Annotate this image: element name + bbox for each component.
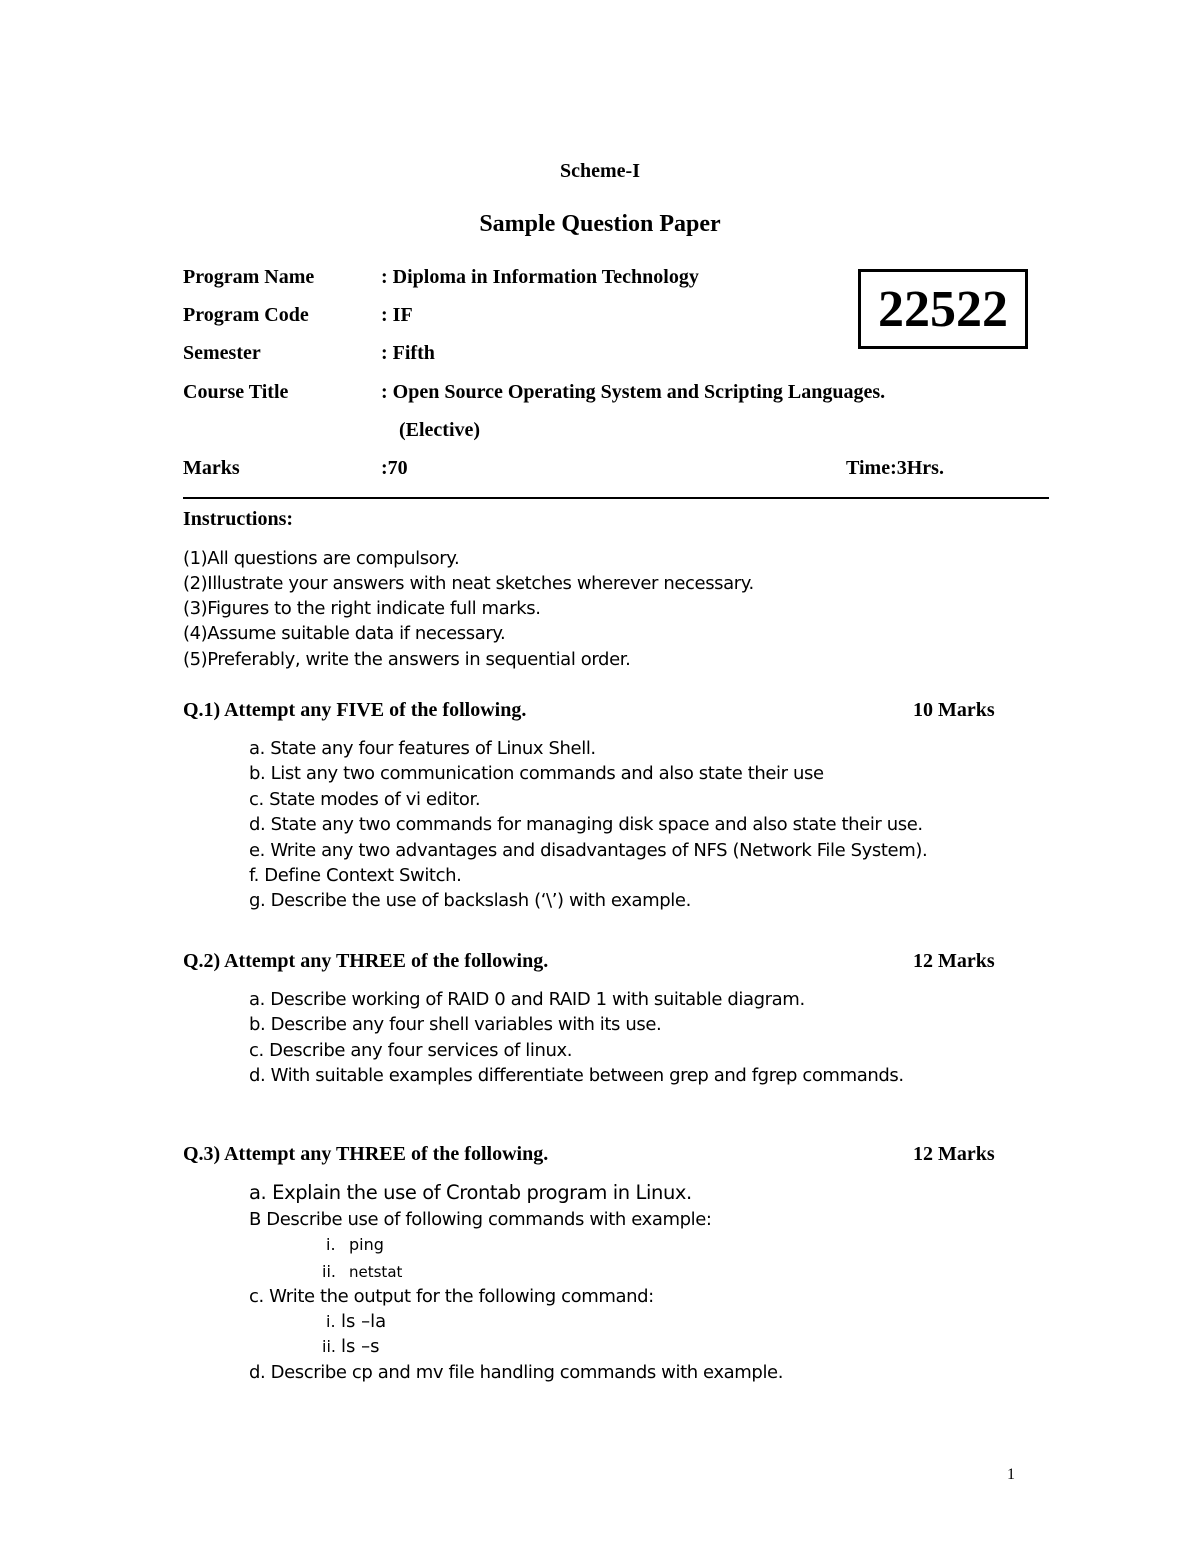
instruction-item: (1)All questions are compulsory. [183, 548, 460, 569]
meta-label-course-title: Course Title [183, 381, 289, 403]
question-3-item: d. Describe cp and mv file handling commands with example. [249, 1362, 784, 1383]
meta-label-program-name: Program Name [183, 266, 315, 288]
meta-value-course-title: : Open Source Operating System and Scripting Languages. [381, 381, 886, 403]
instruction-item: (3)Figures to the right indicate full marks. [183, 598, 541, 619]
question-1-item: e. Write any two advantages and disadvantages of NFS (Network File System). [249, 840, 928, 861]
meta-label-marks: Marks [183, 457, 240, 479]
meta-value-program-code: : IF [381, 304, 413, 326]
meta-label-semester: Semester [183, 342, 261, 364]
meta-value-marks: :70 [381, 457, 408, 479]
question-2-item: c. Describe any four services of linux. [249, 1040, 573, 1061]
meta-label-program-code: Program Code [183, 304, 309, 326]
instruction-item: (5)Preferably, write the answers in sequential order. [183, 649, 631, 670]
meta-value-semester: : Fifth [381, 342, 435, 364]
question-3-subitem: netstat [349, 1263, 403, 1281]
course-code-box [858, 269, 1028, 349]
meta-value-program-name: : Diploma in Information Technology [381, 266, 699, 288]
question-2-item: a. Describe working of RAID 0 and RAID 1 with suitable diagram. [249, 989, 805, 1010]
instruction-item: (4)Assume suitable data if necessary. [183, 623, 506, 644]
question-1-item: c. State modes of vi editor. [249, 789, 481, 810]
instruction-item: (2)Illustrate your answers with neat sketches wherever necessary. [183, 573, 754, 594]
question-1-item: d. State any two commands for managing disk space and also state their use. [249, 814, 923, 835]
question-3-subitem-marker: i. [326, 1312, 336, 1331]
question-3-subitem: ls –la [341, 1311, 387, 1332]
meta-value-elective: (Elective) [399, 419, 481, 441]
question-1-item: a. State any four features of Linux Shell. [249, 738, 596, 759]
header-divider [183, 497, 1049, 499]
question-2-item: b. Describe any four shell variables with its use. [249, 1014, 662, 1035]
question-1-item: f. Define Context Switch. [249, 865, 462, 886]
question-1-marks: 10 Marks [913, 699, 995, 721]
question-2-heading: Q.2) Attempt any THREE of the following. [183, 950, 549, 972]
scheme-label: Scheme-I [560, 160, 640, 182]
question-3-subitem-marker: ii. [322, 1262, 336, 1281]
question-3-subitem: ls –s [341, 1336, 380, 1357]
question-3-subitem-marker: ii. [322, 1337, 336, 1356]
question-3-subitem-marker: i. [326, 1235, 336, 1254]
question-1-heading: Q.1) Attempt any FIVE of the following. [183, 699, 527, 721]
page-title: Sample Question Paper [479, 211, 721, 237]
course-code: 22522 [878, 280, 1008, 338]
question-1-item: g. Describe the use of backslash (‘\’) with example. [249, 890, 691, 911]
question-3-item: c. Write the output for the following command: [249, 1286, 654, 1307]
question-1-item: b. List any two communication commands and also state their use [249, 763, 824, 784]
page-number: 1 [1007, 1466, 1015, 1483]
time-value: Time:3Hrs. [846, 457, 944, 479]
question-2-item: d. With suitable examples differentiate between grep and fgrep commands. [249, 1065, 904, 1086]
question-3-item: a. Explain the use of Crontab program in Linux. [249, 1181, 692, 1204]
question-2-marks: 12 Marks [913, 950, 995, 972]
question-3-item: B Describe use of following commands with example: [249, 1209, 712, 1230]
question-3-heading: Q.3) Attempt any THREE of the following. [183, 1143, 549, 1165]
question-3-subitem: ping [349, 1235, 384, 1254]
question-3-marks: 12 Marks [913, 1143, 995, 1165]
instructions-heading: Instructions: [183, 508, 294, 530]
